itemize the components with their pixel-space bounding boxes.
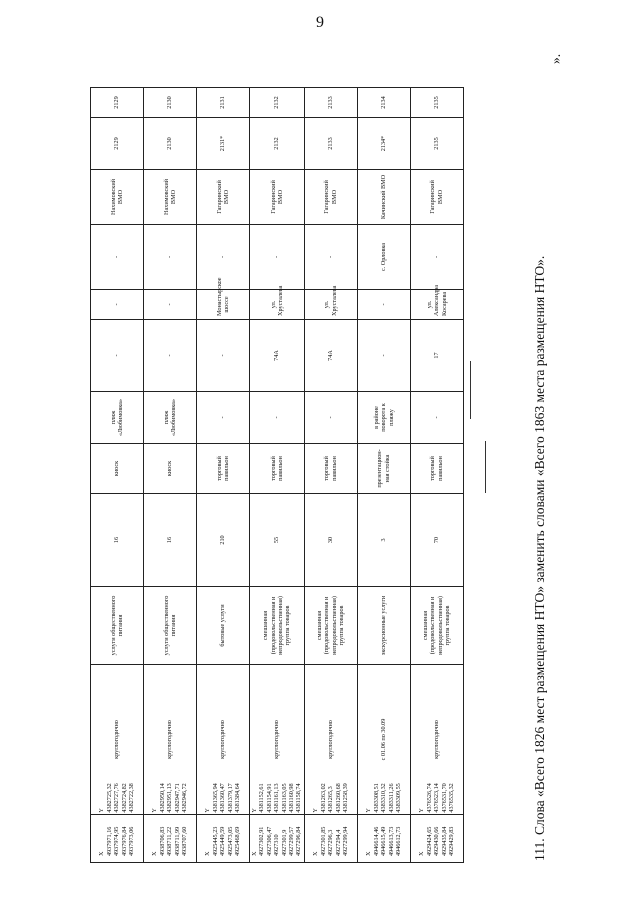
table-cell-district: Нахимовский ВМО [144, 170, 197, 225]
table-cell-coordinates [357, 783, 410, 863]
page-number: 9 [316, 14, 324, 31]
coord-x-value: 4927299,57 [288, 826, 296, 856]
table-cell-period: круглогодично [250, 665, 305, 815]
coord-x-value: 4938711,99 [173, 826, 181, 856]
table-cell-area: 30 [304, 494, 357, 587]
coord-y-value: 4381360,47 [219, 783, 227, 813]
coord-y-value: 4381384,64 [234, 783, 242, 813]
coord-y-label: Y [151, 808, 159, 813]
table-cell-street: Монастырское шоссе [197, 290, 250, 320]
table-cell-house: - [91, 320, 144, 392]
coord-x-value: 4927296,84 [295, 826, 303, 856]
coord-y-value: 4383311,26 [387, 783, 395, 813]
table-cell-landmark: пляж «Любимовка» [91, 392, 144, 444]
coord-x-value: 4946615,49 [380, 826, 388, 856]
table-cell-coordinates [91, 783, 144, 863]
table-cell-house: 74А [304, 320, 357, 392]
coord-x-value: 4929429,83 [447, 826, 455, 856]
table-cell-settlement: - [410, 225, 463, 290]
table-cell-area: 16 [144, 494, 197, 587]
table-body [91, 58, 464, 863]
coord-x-value: 4927310 [273, 834, 281, 856]
coord-y-label: Y [251, 808, 258, 813]
table-cell-house: 74А [250, 320, 305, 392]
table-row [357, 58, 410, 863]
coord-y-value: 4382725,32 [105, 783, 113, 813]
table-cell-specialization: смешанная (продовольственная и непродовольственная) группа товаров [304, 587, 357, 665]
coord-y-value: 4383309,55 [394, 783, 402, 813]
table-cell-house: - [197, 320, 250, 392]
table-cell-house: - [357, 320, 410, 392]
coord-x-label: X [204, 851, 212, 856]
table-cell-id: 2134* [357, 118, 410, 170]
table-cell-period: круглогодично [144, 665, 197, 815]
table-cell-type: торговый павильон [250, 444, 305, 494]
table-cell-settlement: - [250, 225, 305, 290]
coord-y-value: 4383310,32 [380, 783, 388, 813]
coord-y-value: 4381152,61 [258, 783, 266, 813]
coord-x-value: 4929430,66 [433, 826, 441, 856]
table-cell-type: торговый павильон [410, 444, 463, 494]
table-cell-street: - [357, 290, 410, 320]
coord-x-label: X [98, 851, 106, 856]
coord-y-value: 4376535,32 [447, 783, 455, 813]
coord-y-value: 4381379,17 [226, 783, 234, 813]
coord-y-value: 4383308,51 [372, 783, 380, 813]
closing-quote: ». [548, 53, 563, 64]
table-cell-specialization: бытовые услуги [197, 587, 250, 665]
coord-y-value: 4382724,82 [120, 783, 128, 813]
coord-y-value: 4382722,38 [128, 783, 136, 813]
coord-x-value: 4937974,95 [113, 826, 121, 856]
coord-y-value: 4381260,68 [334, 783, 342, 813]
coord-x-value: 4938707,60 [181, 826, 189, 856]
table-cell-area: 55 [250, 494, 305, 587]
table-cell-district: Гагаринский ВМО [304, 170, 357, 225]
coord-x-value: 4927301,85 [319, 826, 327, 856]
coord-y-value: 4382727,76 [113, 783, 121, 813]
table-cell-specialization: услуги общественного питания [91, 587, 144, 665]
coord-y-value: 4381158,74 [295, 783, 303, 813]
coord-x-value: 4927296,3 [327, 829, 335, 856]
table-cell-coordinates [144, 783, 197, 863]
table-cell-landmark: - [304, 392, 357, 444]
table-cell-area: 70 [410, 494, 463, 587]
table-cell-district: Гагаринский ВМО [410, 170, 463, 225]
handwritten-mark [485, 441, 486, 493]
table-cell-house: 17 [410, 320, 463, 392]
coord-y-value: 4381161,13 [273, 783, 281, 813]
table-cell-landmark: в районе поворота к пляжу [357, 392, 410, 444]
coord-y-label: Y [365, 808, 373, 813]
coord-y-value: 4381160,98 [288, 783, 296, 813]
coord-y-value: 4381263,02 [319, 783, 327, 813]
table-cell-specialization: экскурсионные услуги [357, 587, 410, 665]
coord-y-value: 4381265,3 [327, 786, 335, 813]
coord-x-value: 4938706,83 [158, 826, 166, 856]
table-cell-no: 2133 [304, 88, 357, 118]
coord-x-value: 4927294,4 [334, 829, 342, 856]
coord-x-value: 4925473,05 [226, 826, 234, 856]
table-cell-coordinates [197, 783, 250, 863]
table-cell-specialization: смешанная (продовольственная и непродовольственная) группа товаров [410, 587, 463, 665]
table-cell-settlement: - [144, 225, 197, 290]
coord-x-value: 4946612,73 [394, 826, 402, 856]
coord-y-value: 4382950,14 [158, 783, 166, 813]
coord-x-value: 4937971,16 [105, 826, 113, 856]
table-cell-no: 2131 [197, 88, 250, 118]
coord-y-value: 4382946,72 [181, 783, 189, 813]
table-cell-type: киоск [91, 444, 144, 494]
table-cell-district: Гагаринский ВМО [197, 170, 250, 225]
coord-x-label: X [151, 851, 159, 856]
coord-y-value: 4381154,91 [265, 783, 273, 813]
coord-y-value: 4382951,13 [166, 783, 174, 813]
table-cell-type: торговый павильон [197, 444, 250, 494]
table-cell-id: 2129 [91, 118, 144, 170]
coord-x-value: 4925468,69 [234, 826, 242, 856]
table-row [304, 58, 357, 863]
table-cell-period: круглогодично [410, 665, 463, 815]
coord-x-label: X [312, 851, 320, 856]
table-cell-period: с 01.06 по 30.09 [357, 665, 410, 815]
coord-x-value: 4927299,94 [341, 826, 349, 856]
nto-placement-table [90, 57, 464, 863]
table-cell-landmark: пляж «Любимовка» [144, 392, 197, 444]
table-cell-no: 2134 [357, 88, 410, 118]
table-row [250, 58, 305, 863]
table-cell-no: 2135 [410, 88, 463, 118]
coord-y-value: 4381163,05 [280, 783, 288, 813]
amendment-clause: 111. Слова «Всего 1826 мест размещения НТО» заменить словами «Всего 1863 места размещения НТО». [532, 255, 547, 861]
table-cell-district: Гагаринский ВМО [250, 170, 305, 225]
coord-y-value: 4382947,71 [173, 783, 181, 813]
table-cell-district: Нахимовский ВМО [91, 170, 144, 225]
table-cell-landmark: - [250, 392, 305, 444]
table-row [91, 58, 144, 863]
table-cell-settlement: - [197, 225, 250, 290]
table-cell-house: - [144, 320, 197, 392]
table-cell-street: ул. Хрусталева [250, 290, 305, 320]
table-cell-id: 2132 [250, 118, 305, 170]
handwritten-mark [470, 361, 471, 419]
coord-y-value: 4376523,14 [433, 783, 441, 813]
coord-y-value: 4381365,94 [211, 783, 219, 813]
rotated-layer [90, 58, 547, 863]
coord-x-value: 4929424,65 [425, 826, 433, 856]
table-cell-specialization: смешанная (продовольственная и непродовольственная) группа товаров [250, 587, 305, 665]
table-cell-period: круглогодично [304, 665, 357, 815]
table-cell-type: презентацион-ная стойка [357, 444, 410, 494]
table-cell-period: круглогодично [197, 665, 250, 815]
table-cell-no: 2129 [91, 88, 144, 118]
coord-y-label: Y [98, 808, 106, 813]
table-cell-coordinates [304, 783, 357, 863]
coord-x-value: 4946614,46 [372, 826, 380, 856]
table-row [410, 58, 463, 863]
table-cell-street: - [144, 290, 197, 320]
coord-y-label: Y [418, 808, 426, 813]
coord-x-value: 4938711,22 [166, 826, 174, 856]
table-cell-landmark: - [197, 392, 250, 444]
coord-x-value: 4929435,84 [440, 826, 448, 856]
coord-x-label: X [418, 851, 426, 856]
coord-x-value: 4937976,84 [120, 826, 128, 856]
table-cell-landmark: - [410, 392, 463, 444]
coord-x-value: 4937973,06 [128, 826, 136, 856]
table-cell-coordinates [250, 783, 305, 863]
table-cell-id: 2133 [304, 118, 357, 170]
coord-x-value: 4925445,23 [211, 826, 219, 856]
table-cell-street: ул. Хрусталева [304, 290, 357, 320]
coord-y-label: Y [312, 808, 320, 813]
table-cell-period: круглогодично [91, 665, 144, 815]
table-row [197, 58, 250, 863]
table-row [144, 58, 197, 863]
coord-x-value: 4927302,91 [258, 826, 266, 856]
coord-x-value: 4925449,59 [219, 826, 227, 856]
coord-x-value: 4946613,73 [387, 826, 395, 856]
coord-y-value: 4376531,70 [440, 783, 448, 813]
table-cell-coordinates [410, 783, 463, 863]
coord-x-value: 4927301,9 [280, 829, 288, 856]
table-cell-id: 2130 [144, 118, 197, 170]
coord-y-value: 4376526,74 [425, 783, 433, 813]
coord-y-value: 4381258,39 [341, 783, 349, 813]
table-cell-no: 2132 [250, 88, 305, 118]
table-cell-no: 2130 [144, 88, 197, 118]
table-cell-area: 3 [357, 494, 410, 587]
table-cell-area: 16 [91, 494, 144, 587]
table-cell-street: - [91, 290, 144, 320]
coord-x-label: X [365, 851, 373, 856]
table-cell-district: Качинский ВМО [357, 170, 410, 225]
table-cell-id: 2135 [410, 118, 463, 170]
table-cell-street: ул. Александра Косарева [410, 290, 463, 320]
table-cell-settlement: с. Орловка [357, 225, 410, 290]
rotated-page-content [90, 58, 547, 863]
table-cell-type: торговый павильон [304, 444, 357, 494]
table-cell-area: 210 [197, 494, 250, 587]
table-cell-specialization: услуги общественного питания [144, 587, 197, 665]
coord-x-value: 4927306,47 [265, 826, 273, 856]
coord-x-label: X [251, 851, 258, 856]
table-cell-settlement: - [91, 225, 144, 290]
table-cell-type: киоск [144, 444, 197, 494]
coord-y-label: Y [204, 808, 212, 813]
table-cell-settlement: - [304, 225, 357, 290]
table-cell-id: 2131* [197, 118, 250, 170]
